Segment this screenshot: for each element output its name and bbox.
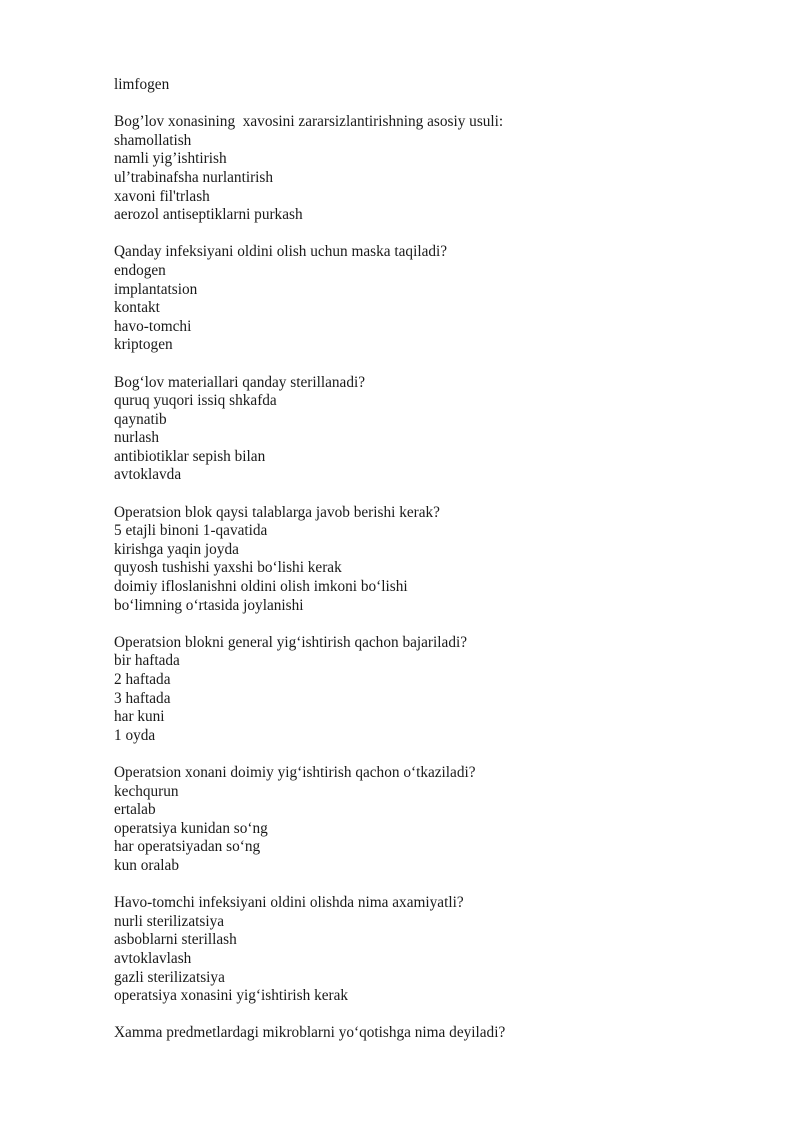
question-block (114, 1024, 754, 1043)
answer-option: 2 haftada (114, 671, 171, 688)
question-text: Operatsion xonani doimiy yig‘ishtirish qachon o‘tkaziladi? (114, 763, 476, 781)
answer-option: nurli sterilizatsiya (114, 912, 225, 930)
paragraph-gap (114, 95, 754, 114)
question-text: Havo-tomchi infeksiyani oldini olishda nima axamiyatli? (114, 894, 464, 912)
answer-option: xavoni fil'trlash (114, 187, 210, 205)
question-text: Operatsion blok qaysi talablarga javob berishi kerak? (114, 503, 440, 521)
answer-option: operatsiya kunidan so‘ng (114, 819, 268, 837)
intro-line: limfogen (114, 76, 170, 93)
question-block (114, 764, 754, 876)
question-block (114, 243, 754, 355)
answer-option: quruq yuqori issiq shkafda (114, 392, 277, 410)
answer-option: kirishga yaqin joyda (114, 540, 239, 558)
question-text: Bog’lov xonasining xavosini zararsizlantirishning asosiy usuli: (114, 113, 504, 131)
answer-option: antibiotiklar sepish bilan (114, 447, 266, 465)
paragraph-gap (114, 485, 754, 504)
question-text: Xamma predmetlardagi mikroblarni yo‘qotishga nima deyiladi? (114, 1024, 506, 1042)
paragraph-gap (114, 225, 754, 244)
answer-option: asboblarni sterillash (114, 931, 237, 949)
answer-option: 1 oyda (114, 726, 156, 744)
answer-option: namli yig’ishtirish (114, 150, 227, 168)
answer-option: kontakt (114, 299, 160, 317)
answer-option: kriptogen (114, 336, 173, 354)
paragraph-gap (114, 1006, 754, 1025)
answer-option: 5 etajli binoni 1-qavatida (114, 522, 268, 540)
paragraph-gap (114, 615, 754, 634)
answer-option: shamollatish (114, 131, 192, 149)
paragraph-gap (114, 745, 754, 764)
answer-option: nurlash (114, 429, 160, 447)
answer-option: kechqurun (114, 782, 179, 800)
answer-option: avtoklavlash (114, 949, 192, 967)
paragraph-gap (114, 355, 754, 374)
answer-option: har kuni (114, 708, 165, 726)
answer-option: havo-tomchi (114, 317, 192, 335)
question-block (114, 374, 754, 486)
question-text: Bog‘lov materiallari qanday sterillanadi? (114, 373, 366, 391)
answer-option: ul’trabinafsha nurlantirish (114, 168, 274, 186)
answer-option: bir haftada (114, 652, 180, 670)
answer-option: implantatsion (114, 280, 198, 298)
answer-option: bo‘limning o‘rtasida joylanishi (114, 596, 304, 614)
question-block (114, 634, 754, 746)
answer-option: operatsiya xonasini yig‘ishtirish kerak (114, 987, 349, 1005)
answer-option: ertalab (114, 801, 156, 819)
question-block (114, 113, 754, 225)
answer-option: kun oralab (114, 856, 179, 874)
question-block (114, 504, 754, 616)
answer-option: avtoklavda (114, 466, 182, 484)
answer-option: endogen (114, 261, 166, 279)
answer-option: quyosh tushishi yaxshi bo‘lishi kerak (114, 559, 342, 577)
question-text: Operatsion blokni general yig‘ishtirish qachon bajariladi? (114, 633, 468, 651)
answer-option: aerozol antiseptiklarni purkash (114, 206, 303, 224)
question-text: Qanday infeksiyani oldini olish uchun maska taqiladi? (114, 243, 448, 261)
question-block (114, 894, 754, 1006)
paragraph-gap (114, 876, 754, 895)
document-body (114, 76, 754, 1043)
answer-option: gazli sterilizatsiya (114, 968, 225, 986)
answer-option: har operatsiyadan so‘ng (114, 838, 261, 856)
answer-option: doimiy ifloslanishni oldini olish imkoni bo‘lishi (114, 578, 408, 596)
answer-option: qaynatib (114, 410, 167, 428)
answer-option: 3 haftada (114, 689, 171, 707)
